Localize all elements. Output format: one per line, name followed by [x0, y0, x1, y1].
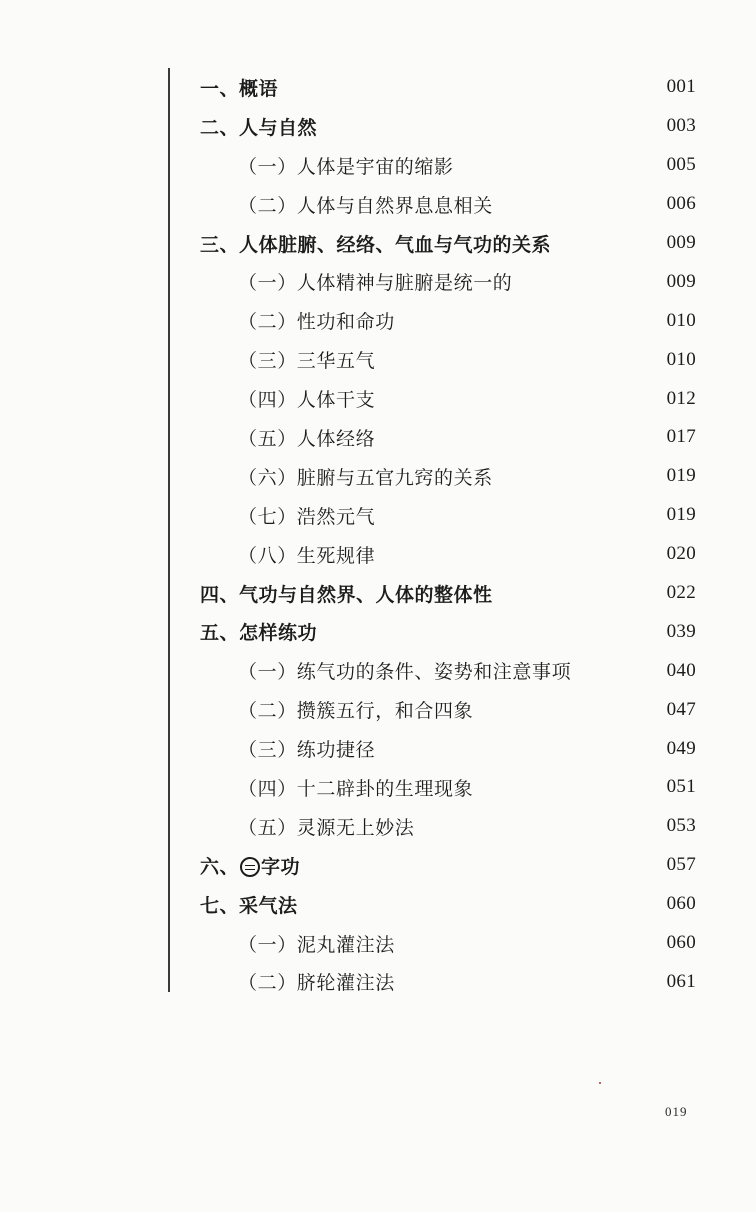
toc-entry-section[interactable] — [200, 340, 696, 379]
toc-entry-title: （六）脏腑与五官九窍的关系 — [238, 466, 493, 489]
toc-entry-title: （一）练气功的条件、姿势和注意事项 — [238, 661, 572, 684]
toc-entry-chapter-5[interactable] — [200, 612, 696, 651]
toc-entry-section[interactable] — [200, 262, 696, 301]
toc-entry-title: （一）人体是宇宙的缩影 — [238, 155, 454, 178]
toc-entry-title: （二）人体与自然界息息相关 — [238, 194, 493, 217]
toc-entry-page: 019 — [666, 465, 696, 487]
toc-entry-title: （一）人体精神与脏腑是统一的 — [238, 272, 513, 295]
toc-entry-section[interactable] — [200, 768, 696, 807]
print-speck — [599, 1082, 601, 1084]
toc-entry-title: 一、概语 — [200, 77, 279, 100]
toc-entry-title: 四、气功与自然界、人体的整体性 — [200, 583, 493, 606]
toc-entry-title: （三）练功捷径 — [238, 739, 376, 762]
toc-entry-title: （七）浩然元气 — [238, 505, 376, 528]
toc-entry-page: 017 — [666, 426, 696, 448]
toc-entry-chapter-6[interactable] — [200, 846, 696, 885]
toc-list — [200, 68, 696, 1001]
margin-rule — [168, 68, 170, 992]
toc-entry-page: 012 — [666, 387, 696, 409]
toc-entry-page: 060 — [666, 893, 696, 915]
toc-entry-page: 039 — [666, 620, 696, 642]
toc-entry-page: 010 — [666, 309, 696, 331]
toc-entry-title: （四）十二辟卦的生理现象 — [238, 777, 474, 800]
toc-entry-section[interactable] — [200, 807, 696, 846]
toc-entry-page: 019 — [666, 504, 696, 526]
toc-entry-section[interactable] — [200, 962, 696, 1001]
toc-entry-title: 二、人与自然 — [200, 116, 318, 139]
toc-entry-title-suffix: 字功 — [261, 855, 301, 878]
toc-entry-page: 040 — [666, 659, 696, 681]
toc-entry-section[interactable] — [200, 924, 696, 963]
toc-entry-section[interactable] — [200, 496, 696, 535]
toc-entry-section[interactable] — [200, 729, 696, 768]
toc-entry-section[interactable] — [200, 457, 696, 496]
toc-entry-title: （一）泥丸灌注法 — [238, 933, 395, 956]
toc-entry-chapter-4[interactable] — [200, 574, 696, 613]
toc-entry-chapter-1[interactable] — [200, 68, 696, 107]
toc-entry-section[interactable] — [200, 301, 696, 340]
toc-entry-title: （五）灵源无上妙法 — [238, 816, 415, 839]
toc-entry-page: 010 — [666, 348, 696, 370]
toc-entry-section[interactable] — [200, 146, 696, 185]
toc-entry-section[interactable] — [200, 535, 696, 574]
toc-entry-title: （二）性功和命功 — [238, 311, 395, 334]
toc-entry-chapter-2[interactable] — [200, 107, 696, 146]
toc-entry-title: （八）生死规律 — [238, 544, 376, 567]
toc-entry-chapter-3[interactable] — [200, 224, 696, 263]
toc-entry-section[interactable] — [200, 379, 696, 418]
toc-entry-page: 006 — [666, 193, 696, 215]
toc-entry-title: 七、采气法 — [200, 894, 298, 917]
toc-entry-page: 020 — [666, 543, 696, 565]
page-number: 019 — [665, 1104, 688, 1119]
toc-entry-section[interactable] — [200, 651, 696, 690]
toc-entry-section[interactable] — [200, 185, 696, 224]
toc-entry-section[interactable] — [200, 690, 696, 729]
toc-entry-page: 005 — [666, 154, 696, 176]
toc-entry-page: 047 — [666, 698, 696, 720]
toc-entry-page: 009 — [666, 232, 696, 253]
toc-entry-page: 022 — [666, 582, 696, 604]
toc-entry-page: 053 — [666, 815, 696, 837]
toc-entry-page: 049 — [666, 737, 696, 759]
toc-entry-page: 060 — [666, 932, 696, 954]
toc-entry-title: （二）攒簇五行，和合四象 — [238, 700, 474, 723]
toc-entry-title: （二）脐轮灌注法 — [238, 972, 395, 995]
toc-entry-page: 001 — [666, 76, 696, 98]
toc-entry-title-prefix: 六、 — [200, 855, 240, 878]
circled-character-icon — [240, 857, 260, 877]
toc-entry-title: （四）人体干支 — [238, 389, 376, 412]
toc-entry-page: 057 — [666, 854, 696, 876]
toc-entry-page: 051 — [666, 776, 696, 798]
toc-entry-title — [200, 852, 656, 879]
toc-entry-title: （三）三华五气 — [238, 350, 376, 373]
toc-entry-page: 061 — [666, 970, 696, 992]
toc-entry-title: 五、怎样练功 — [200, 622, 318, 645]
toc-entry-page: 003 — [666, 115, 696, 137]
toc-entry-page: 009 — [666, 270, 696, 292]
toc-entry-title: 三、人体脏腑、经络、气血与气功的关系 — [200, 233, 552, 256]
toc-entry-title: （五）人体经络 — [238, 427, 376, 450]
toc-entry-section[interactable] — [200, 418, 696, 457]
toc-entry-chapter-7[interactable] — [200, 885, 696, 924]
